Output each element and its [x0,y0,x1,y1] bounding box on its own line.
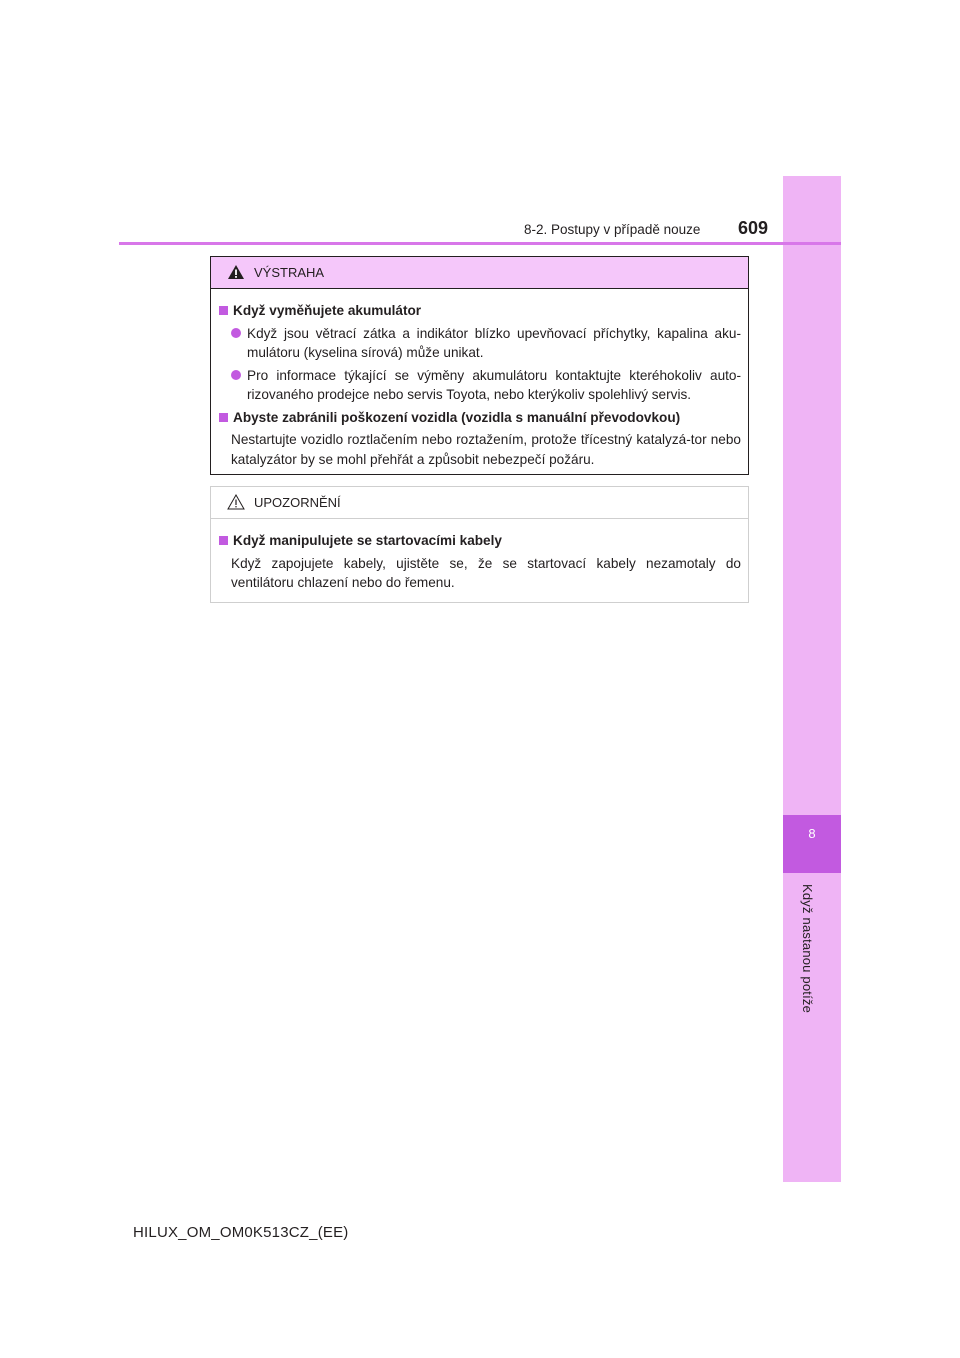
warning-triangle-icon [227,264,245,280]
page-number: 609 [738,218,769,238]
warning-header [211,257,748,289]
warning-heading-damage: Abyste zabránili poškození vozidla (vozidla s manuální převodovkou) [218,408,741,428]
caution-triangle-icon [227,494,245,510]
caution-heading-cables: Když manipulujete se startovacími kabely [218,531,741,551]
warning-paragraph: Nestartujte vozidlo roztlačením nebo roztažením, protože třícestný katalyzá-tor nebo katalyzátor by se mohl přehřát a způsobit nebezpečí požáru. [231,432,741,467]
document-code: HILUX_OM_OM0K513CZ_(EE) [133,1224,349,1241]
caution-header [211,487,748,519]
warning-bullet: Pro informace týkající se výměny akumulátoru kontaktujte kteréhokoliv auto-rizovaného prodejce nebo servis Toyota, nebo kterýkoliv spolehlivý servis. [231,366,741,405]
caution-body [211,519,748,593]
warning-heading-battery: Když vyměňujete akumulátor [218,301,741,321]
chapter-number-tab [783,815,841,873]
chapter-side-tab [783,176,841,1182]
round-bullet-icon [231,328,241,338]
chapter-label: Když nastanou potíže [800,884,815,1014]
warning-title: VÝSTRAHA [254,265,325,280]
warning-box [210,256,749,475]
warning-bullet: Když jsou větrací zátka a indikátor blízko upevňovací příchytky, kapalina aku-mulátoru (kyselina sírová) může unikat. [231,324,741,363]
chapter-number: 8 [808,826,816,841]
square-bullet-icon [219,413,228,422]
round-bullet-icon [231,370,241,380]
square-bullet-icon [219,306,228,315]
caution-paragraph: Když zapojujete kabely, ujistěte se, že se startovací kabely nezamotaly do ventilátoru chlazení nebo do řemenu. [231,555,741,590]
square-bullet-icon [219,536,228,545]
header-rule [119,242,841,245]
caution-title: UPOZORNĚNÍ [254,495,341,510]
section-title: 8-2. Postupy v případě nouze [524,222,701,237]
caution-box [210,486,749,603]
warning-body [211,289,748,469]
